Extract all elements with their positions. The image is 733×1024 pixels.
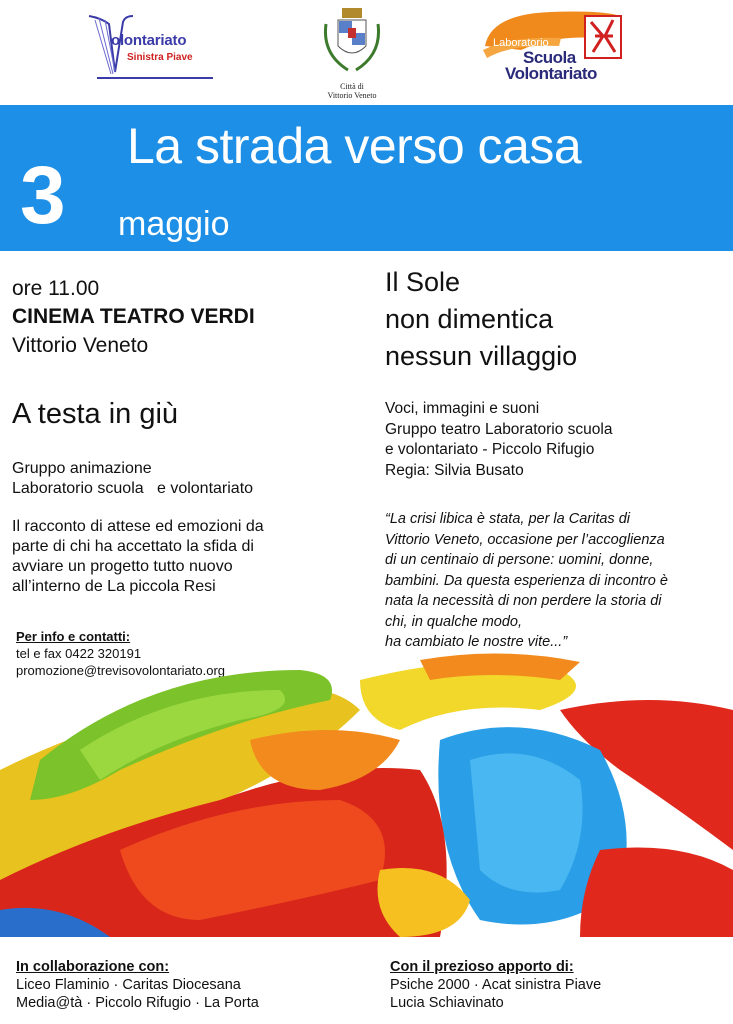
event-title: La strada verso casa bbox=[127, 118, 582, 174]
logo-right-line1: Laboratorio bbox=[493, 37, 549, 49]
logo-left-word: olontariato bbox=[111, 32, 187, 49]
description-line: all’interno de La piccola Resi bbox=[12, 578, 216, 595]
quote-line: bambini. Da questa esperienza di incontro è bbox=[385, 572, 668, 589]
footer-support bbox=[390, 958, 601, 1012]
credits-line: Regia: Silvia Busato bbox=[385, 461, 524, 479]
group-line: Laboratorio scuola e volontariato bbox=[12, 480, 254, 497]
logo-center-caption-2: Vittorio Veneto bbox=[327, 91, 377, 100]
footer-right-heading: Con il prezioso apporto di: bbox=[390, 959, 574, 975]
show-title-line: non dimentica bbox=[385, 304, 554, 334]
group-line: Gruppo animazione bbox=[12, 460, 152, 477]
event-city: Vittorio Veneto bbox=[12, 334, 149, 357]
coat-of-arms-icon bbox=[318, 4, 386, 76]
logo-left-subtitle: Sinistra Piave bbox=[127, 52, 193, 63]
event-time: ore 11.00 bbox=[12, 277, 100, 300]
show-title-right bbox=[385, 264, 577, 375]
quote-line: di un centinaio di persone: uomini, donne, bbox=[385, 552, 654, 568]
quote-line: “La crisi libica è stata, per la Caritas di bbox=[385, 511, 630, 527]
show-left-group bbox=[12, 459, 253, 499]
footer-left-heading: In collaborazione con: bbox=[16, 959, 170, 975]
footer-collaboration bbox=[16, 958, 259, 1012]
show-title-line: nessun villaggio bbox=[385, 341, 578, 371]
show-title-left: A testa in giù bbox=[12, 398, 179, 430]
footer-right-line: Lucia Schiavinato bbox=[390, 995, 504, 1011]
title-banner bbox=[0, 105, 733, 251]
credits-line: Voci, immagini e suoni bbox=[385, 400, 540, 417]
footer-right-line: Psiche 2000 · Acat sinistra Piave bbox=[390, 977, 602, 993]
quote-line: Vittorio Veneto, occasione per l’accoglienza bbox=[385, 531, 665, 548]
show-right-quote bbox=[385, 509, 705, 653]
show-left-description bbox=[12, 517, 332, 597]
logo-right-line2: Scuola bbox=[523, 48, 576, 67]
credits-line: Gruppo teatro Laboratorio scuola bbox=[385, 420, 613, 438]
quote-line: ha cambiato le nostre vite...” bbox=[385, 634, 568, 650]
description-line: avviare un progetto tutto nuovo bbox=[12, 558, 233, 575]
paint-strokes-image bbox=[0, 650, 733, 937]
description-line: parte di chi ha accettato la sfida di bbox=[12, 538, 254, 555]
contact-email[interactable]: promozione@trevisovolontariato.org bbox=[16, 663, 226, 678]
credits-line: e volontariato - Piccolo Rifugio bbox=[385, 441, 595, 458]
show-title-line: Il Sole bbox=[385, 267, 461, 297]
logo-citta-vittorio-veneto bbox=[318, 4, 386, 102]
event-day: 3 bbox=[20, 150, 66, 241]
show-right-credits bbox=[385, 399, 612, 481]
footer-left-line: Media@tà · Piccolo Rifugio · La Porta bbox=[16, 995, 259, 1011]
logo-volontariato-sinistra-piave bbox=[85, 12, 220, 84]
quote-line: chi, in qualche modo, bbox=[385, 613, 523, 630]
description-line: Il racconto di attese ed emozioni da bbox=[12, 518, 264, 535]
contact-phone: tel e fax 0422 320191 bbox=[16, 646, 142, 661]
contact-heading: Per info e contatti: bbox=[16, 629, 131, 644]
logo-laboratorio-scuola-volontariato bbox=[481, 6, 629, 90]
event-venue: CINEMA TEATRO VERDI bbox=[12, 305, 255, 328]
footer-left-line: Liceo Flaminio · Caritas Diocesana bbox=[16, 977, 241, 993]
quote-line: nata la necessità di non perdere la storia di bbox=[385, 593, 662, 609]
event-month: maggio bbox=[118, 205, 230, 243]
logo-center-caption-1: Città di bbox=[340, 82, 364, 91]
logo-right-line3: Volontariato bbox=[505, 64, 597, 83]
